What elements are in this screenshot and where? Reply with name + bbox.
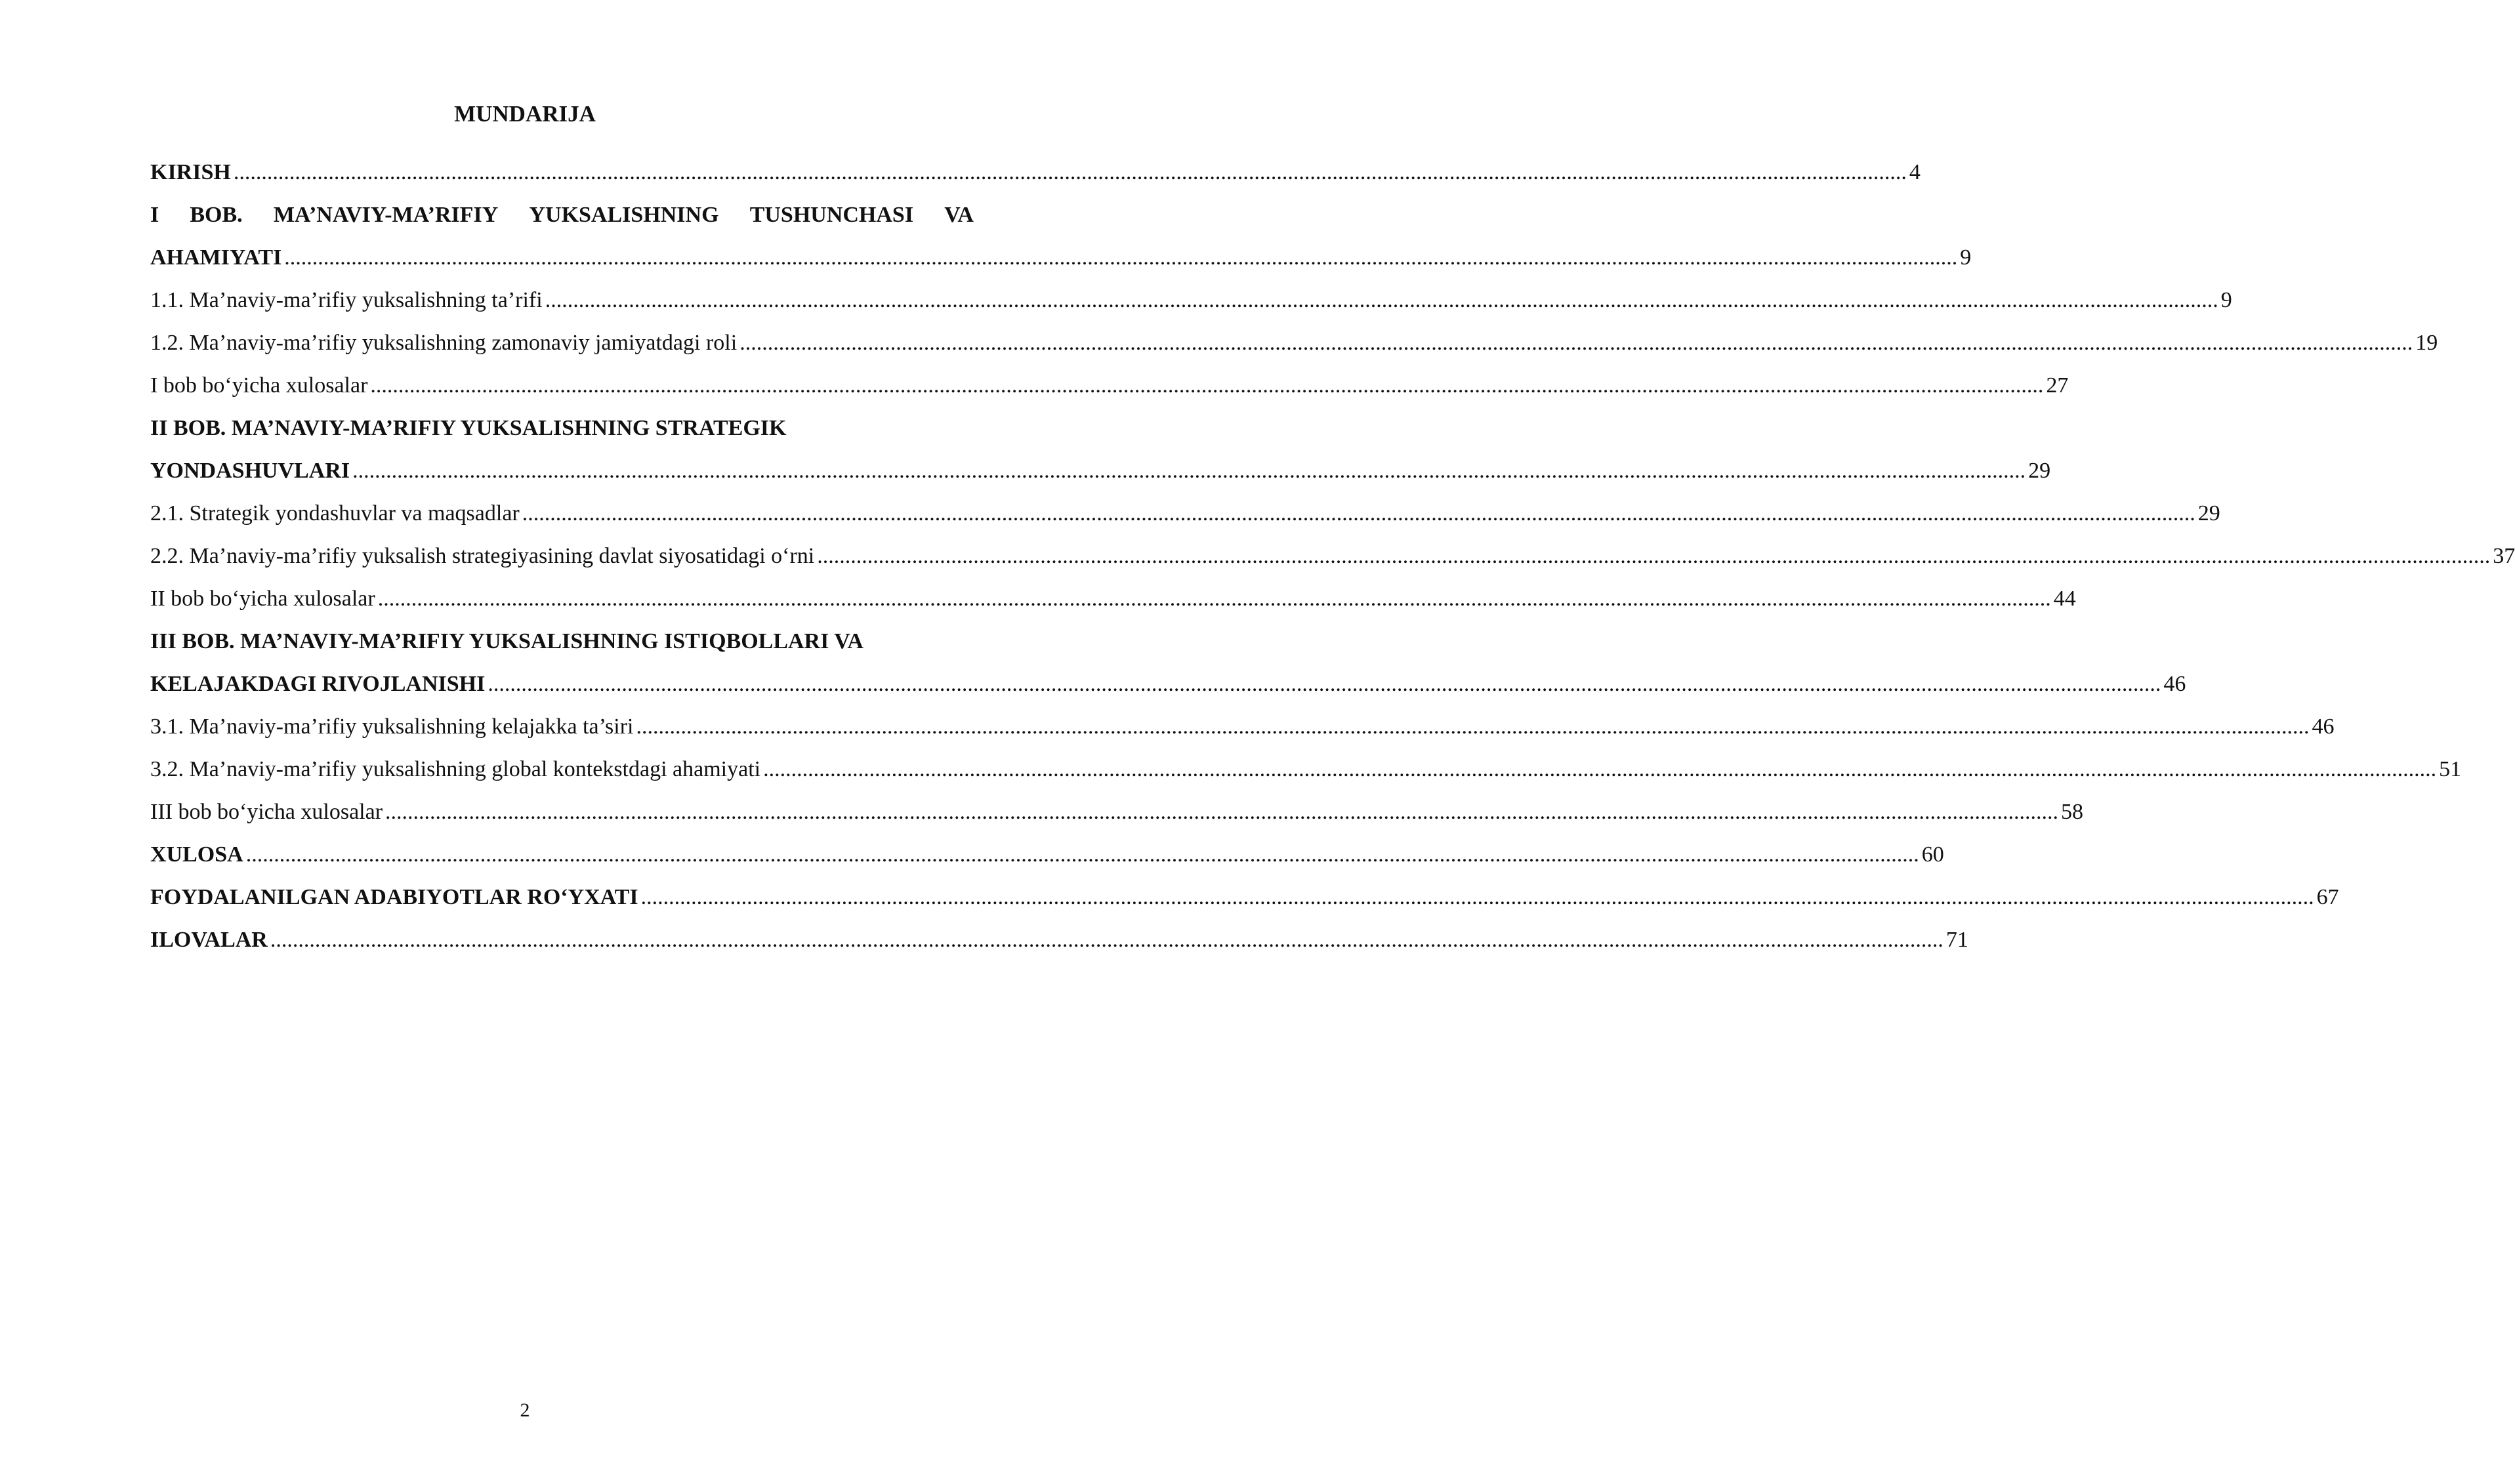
- toc-entry-label: 2.1. Strategik yondashuvlar va maqsadlar: [150, 501, 520, 526]
- toc-entry: [150, 194, 974, 236]
- toc-entry: [150, 577, 2076, 620]
- toc-entry-page: 44: [2053, 587, 2076, 611]
- toc-entry: [150, 535, 2515, 577]
- toc-entry-page: 29: [2028, 459, 2051, 483]
- toc-entry-label: AHAMIYATI: [150, 245, 282, 270]
- toc-entry-label: I bob bo‘yicha xulosalar: [150, 373, 368, 398]
- toc-entry-page: 9: [2220, 288, 2232, 312]
- toc-entry-label: 2.2. Ma’naviy-ma’rifiy yuksalish strategiyasining davlat siyosatidagi o‘rni: [150, 544, 815, 568]
- toc-entry-label: YONDASHUVLARI: [150, 459, 350, 483]
- toc-dot-leader: ............................................................................................................................................................................................................................................................................................................: [636, 714, 2310, 739]
- toc-dot-leader: ............................................................................................................................................................................................................................................................................................................: [233, 160, 1907, 184]
- toc-entry-page: 9: [1960, 245, 1972, 270]
- toc-entry-page: 29: [2197, 501, 2220, 526]
- toc-entry-label: II BOB. MA’NAVIY-MA’RIFIY YUKSALISHNING STRATEGIK: [150, 416, 787, 440]
- toc-entry: [150, 236, 1972, 279]
- toc-dot-leader: ............................................................................................................................................................................................................................................................................................................: [545, 288, 2218, 312]
- toc-entry: [150, 791, 2084, 833]
- toc-entry: [150, 321, 2438, 364]
- toc-entry-page: 46: [2163, 672, 2186, 696]
- toc-dot-leader: ............................................................................................................................................................................................................................................................................................................: [640, 885, 2314, 909]
- toc-dot-leader: ............................................................................................................................................................................................................................................................................................................: [270, 928, 1943, 952]
- toc-entry-label: ILOVALAR: [150, 928, 268, 952]
- toc-entry: [150, 151, 1921, 194]
- toc-entry: [150, 663, 2186, 705]
- toc-entry-page: 58: [2061, 800, 2084, 824]
- toc-entry: [150, 620, 974, 663]
- toc-dot-leader: ............................................................................................................................................................................................................................................................................................................: [377, 587, 2051, 611]
- toc-entry-page: 71: [1945, 928, 1968, 952]
- toc-entry-page: 27: [2046, 373, 2069, 398]
- toc-dot-leader: ............................................................................................................................................................................................................................................................................................................: [385, 800, 2059, 824]
- toc-dot-leader: ............................................................................................................................................................................................................................................................................................................: [817, 544, 2491, 568]
- toc-entry-word: VA: [944, 203, 974, 227]
- toc-entry-label: III bob bo‘yicha xulosalar: [150, 800, 383, 824]
- toc-entry-word: I: [150, 203, 159, 227]
- toc-entry-label: KIRISH: [150, 160, 231, 184]
- toc-entry-label: 1.2. Ma’naviy-ma’rifiy yuksalishning zamonaviy jamiyatdagi roli: [150, 331, 738, 355]
- toc-entry: [150, 407, 974, 449]
- toc-entry-page: 46: [2312, 714, 2335, 739]
- toc-entry-label: 3.1. Ma’naviy-ma’rifiy yuksalishning kelajakka ta’siri: [150, 714, 634, 739]
- toc-entry-label: 1.1. Ma’naviy-ma’rifiy yuksalishning ta’rifi: [150, 288, 543, 312]
- toc-entry: [150, 748, 2462, 791]
- toc-dot-leader: ............................................................................................................................................................................................................................................................................................................: [739, 331, 2413, 355]
- toc-entry-page: 37: [2493, 544, 2515, 568]
- toc-entry-label: III BOB. MA’NAVIY-MA’RIFIY YUKSALISHNING ISTIQBOLLARI VA: [150, 629, 863, 653]
- toc-dot-leader: ............................................................................................................................................................................................................................................................................................................: [763, 757, 2437, 781]
- toc-entry: [150, 833, 1944, 876]
- toc-entry-label: II bob bo‘yicha xulosalar: [150, 587, 375, 611]
- toc-entry-page: 51: [2439, 757, 2462, 781]
- toc-entry: [150, 876, 2339, 918]
- toc-title: MUNDARIJA: [454, 101, 596, 127]
- toc-entry-page: 60: [1921, 842, 1944, 867]
- table-of-contents: [150, 151, 2515, 961]
- toc-entry: [150, 364, 2069, 407]
- toc-entry-page: 67: [2316, 885, 2339, 909]
- toc-entry-page: 19: [2415, 331, 2438, 355]
- toc-entry-label: FOYDALANILGAN ADABIYOTLAR RO‘YXATI: [150, 885, 638, 909]
- toc-entry-word: TUSHUNCHASI: [749, 203, 914, 227]
- toc-dot-leader: ............................................................................................................................................................................................................................................................................................................: [245, 842, 1919, 867]
- toc-entry: [150, 492, 2220, 535]
- toc-dot-leader: ............................................................................................................................................................................................................................................................................................................: [284, 245, 1958, 270]
- toc-dot-leader: ............................................................................................................................................................................................................................................................................................................: [488, 672, 2161, 696]
- toc-entry-label: 3.2. Ma’naviy-ma’rifiy yuksalishning global kontekstdagi ahamiyati: [150, 757, 761, 781]
- toc-dot-leader: ............................................................................................................................................................................................................................................................................................................: [352, 459, 2026, 483]
- toc-entry-label: KELAJAKDAGI RIVOJLANISHI: [150, 672, 486, 696]
- page-number: 2: [520, 1399, 530, 1421]
- toc-entry: [150, 449, 2051, 492]
- toc-entry-word: YUKSALISHNING: [529, 203, 719, 227]
- toc-entry-word: BOB.: [190, 203, 243, 227]
- toc-dot-leader: ............................................................................................................................................................................................................................................................................................................: [370, 373, 2044, 398]
- toc-entry-page: 4: [1909, 160, 1921, 184]
- toc-entry-label: XULOSA: [150, 842, 243, 867]
- toc-entry: [150, 279, 2232, 321]
- toc-entry: [150, 918, 1968, 961]
- toc-entry-word: MA’NAVIY-MA’RIFIY: [273, 203, 499, 227]
- toc-entry: [150, 705, 2335, 748]
- toc-dot-leader: ............................................................................................................................................................................................................................................................................................................: [522, 501, 2195, 526]
